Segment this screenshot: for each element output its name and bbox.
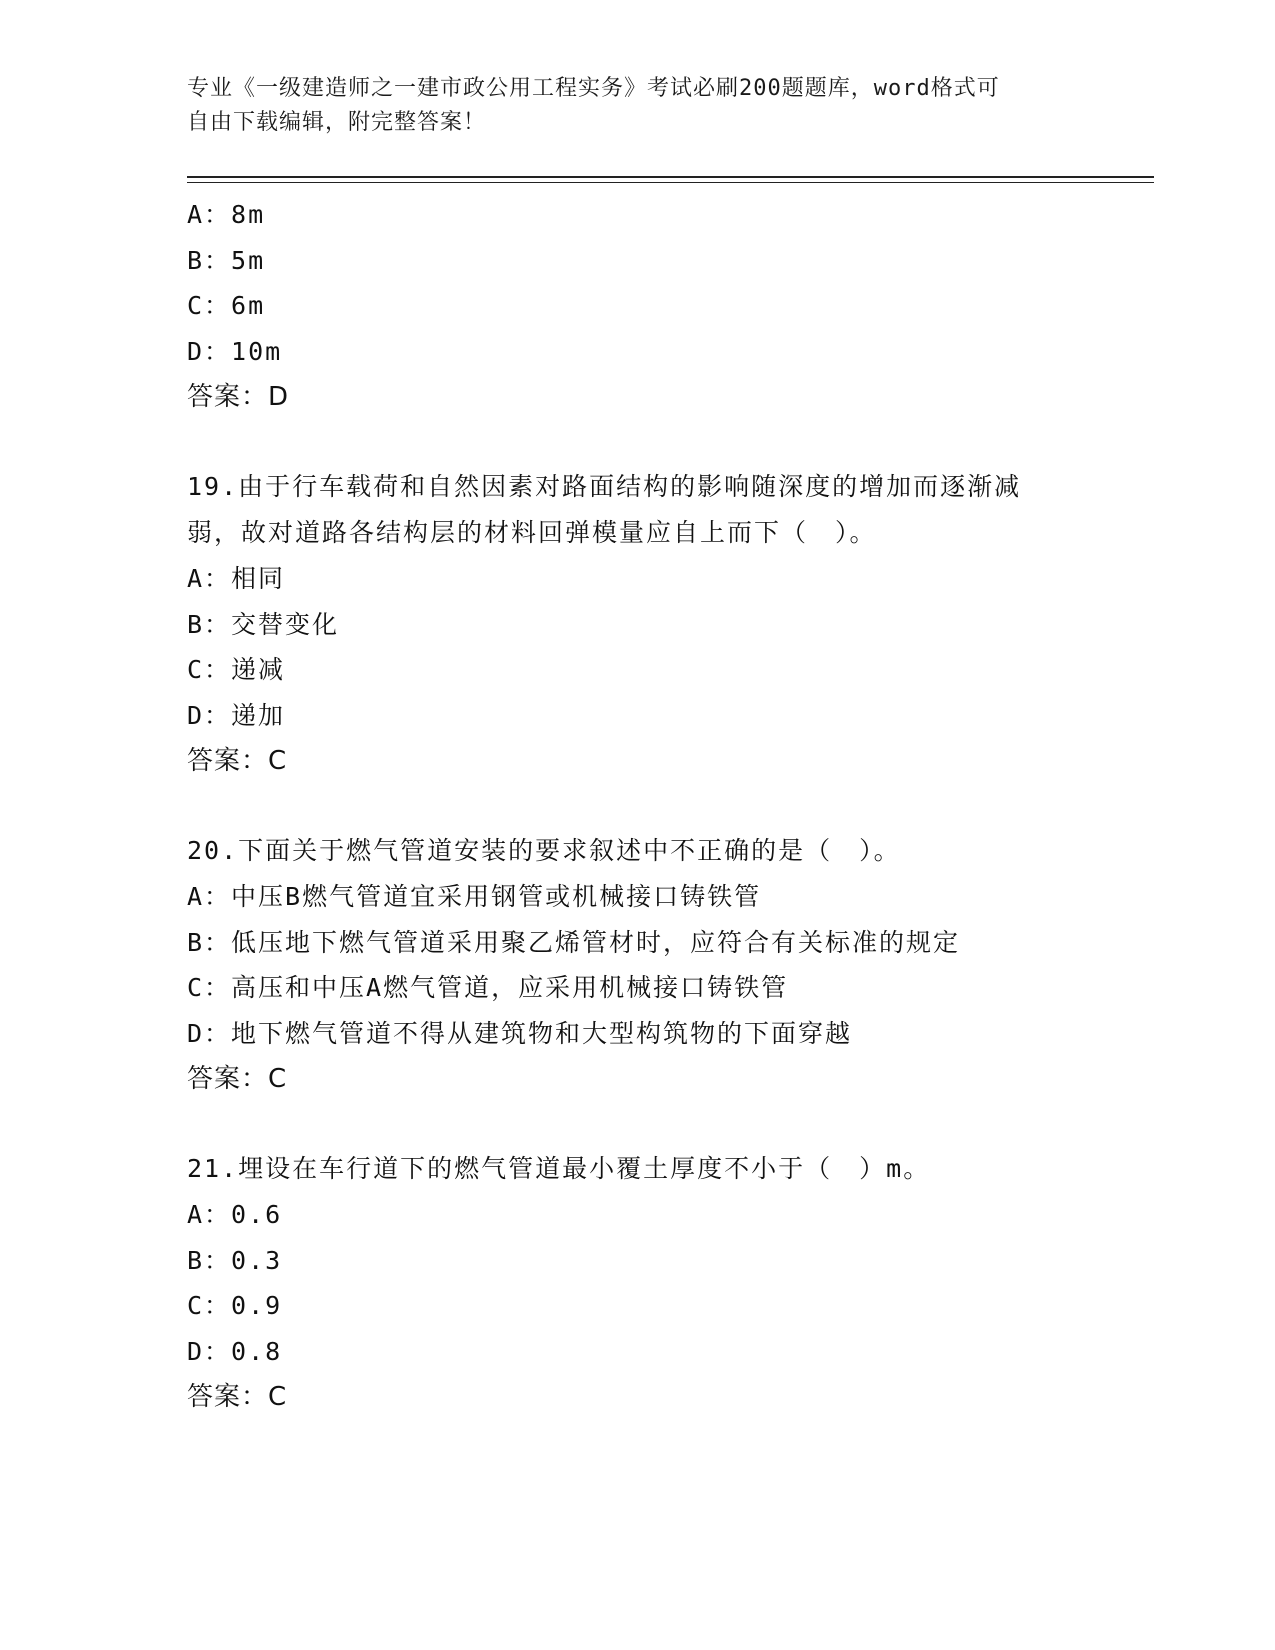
answer: 答案：C: [187, 745, 288, 776]
question-20: [187, 828, 1147, 1102]
answer: 答案：C: [187, 1063, 288, 1094]
option-b: B：0.3: [187, 1245, 283, 1275]
answer: 答案：C: [187, 1381, 288, 1412]
header-line-1: 专业《一级建造师之一建市政公用工程实务》考试必刷200题题库，word格式可: [187, 76, 1000, 101]
option-a: A：相同: [187, 563, 286, 593]
option-c: C：0.9: [187, 1291, 283, 1321]
option-c: C：高压和中压A燃气管道，应采用机械接口铸铁管: [187, 973, 789, 1003]
question-stem-line: 21.埋设在车行道下的燃气管道最小覆土厚度不小于（ ）m。: [187, 1154, 931, 1184]
header-rule-thick: [187, 176, 1154, 178]
question-21: [187, 1146, 1147, 1420]
option-a: A：8m: [187, 200, 266, 229]
header-line-2: 自由下载编辑，附完整答案！: [187, 110, 487, 135]
header-rule-thin: [187, 182, 1154, 183]
option-d: D：10m: [187, 337, 283, 367]
option-d: D：0.8: [187, 1337, 283, 1367]
option-b: B：5m: [187, 245, 266, 275]
option-a: A：中压B燃气管道宜采用钢管或机械接口铸铁管: [187, 881, 762, 911]
option-b: B：交替变化: [187, 609, 340, 639]
question-stem-line: 弱，故对道路各结构层的材料回弹模量应自上而下（ ）。: [187, 518, 877, 548]
option-c: C：递减: [187, 655, 286, 685]
question-list: [187, 192, 1147, 1421]
question-partial: [187, 192, 1147, 420]
question-stem-line: 20.下面关于燃气管道安装的要求叙述中不正确的是（ ）。: [187, 836, 901, 866]
answer: 答案：D: [187, 381, 290, 412]
option-d: D：地下燃气管道不得从建筑物和大型构筑物的下面穿越: [187, 1019, 853, 1048]
option-b: B：低压地下燃气管道采用聚乙烯管材时，应符合有关标准的规定: [187, 927, 961, 957]
document-header: [187, 72, 1087, 140]
option-c: C：6m: [187, 291, 266, 321]
question-19: [187, 464, 1147, 784]
question-stem-line: 19.由于行车载荷和自然因素对路面结构的影响随深度的增加而逐渐减: [187, 472, 1022, 502]
option-a: A：0.6: [187, 1200, 283, 1230]
option-d: D：递加: [187, 700, 286, 730]
